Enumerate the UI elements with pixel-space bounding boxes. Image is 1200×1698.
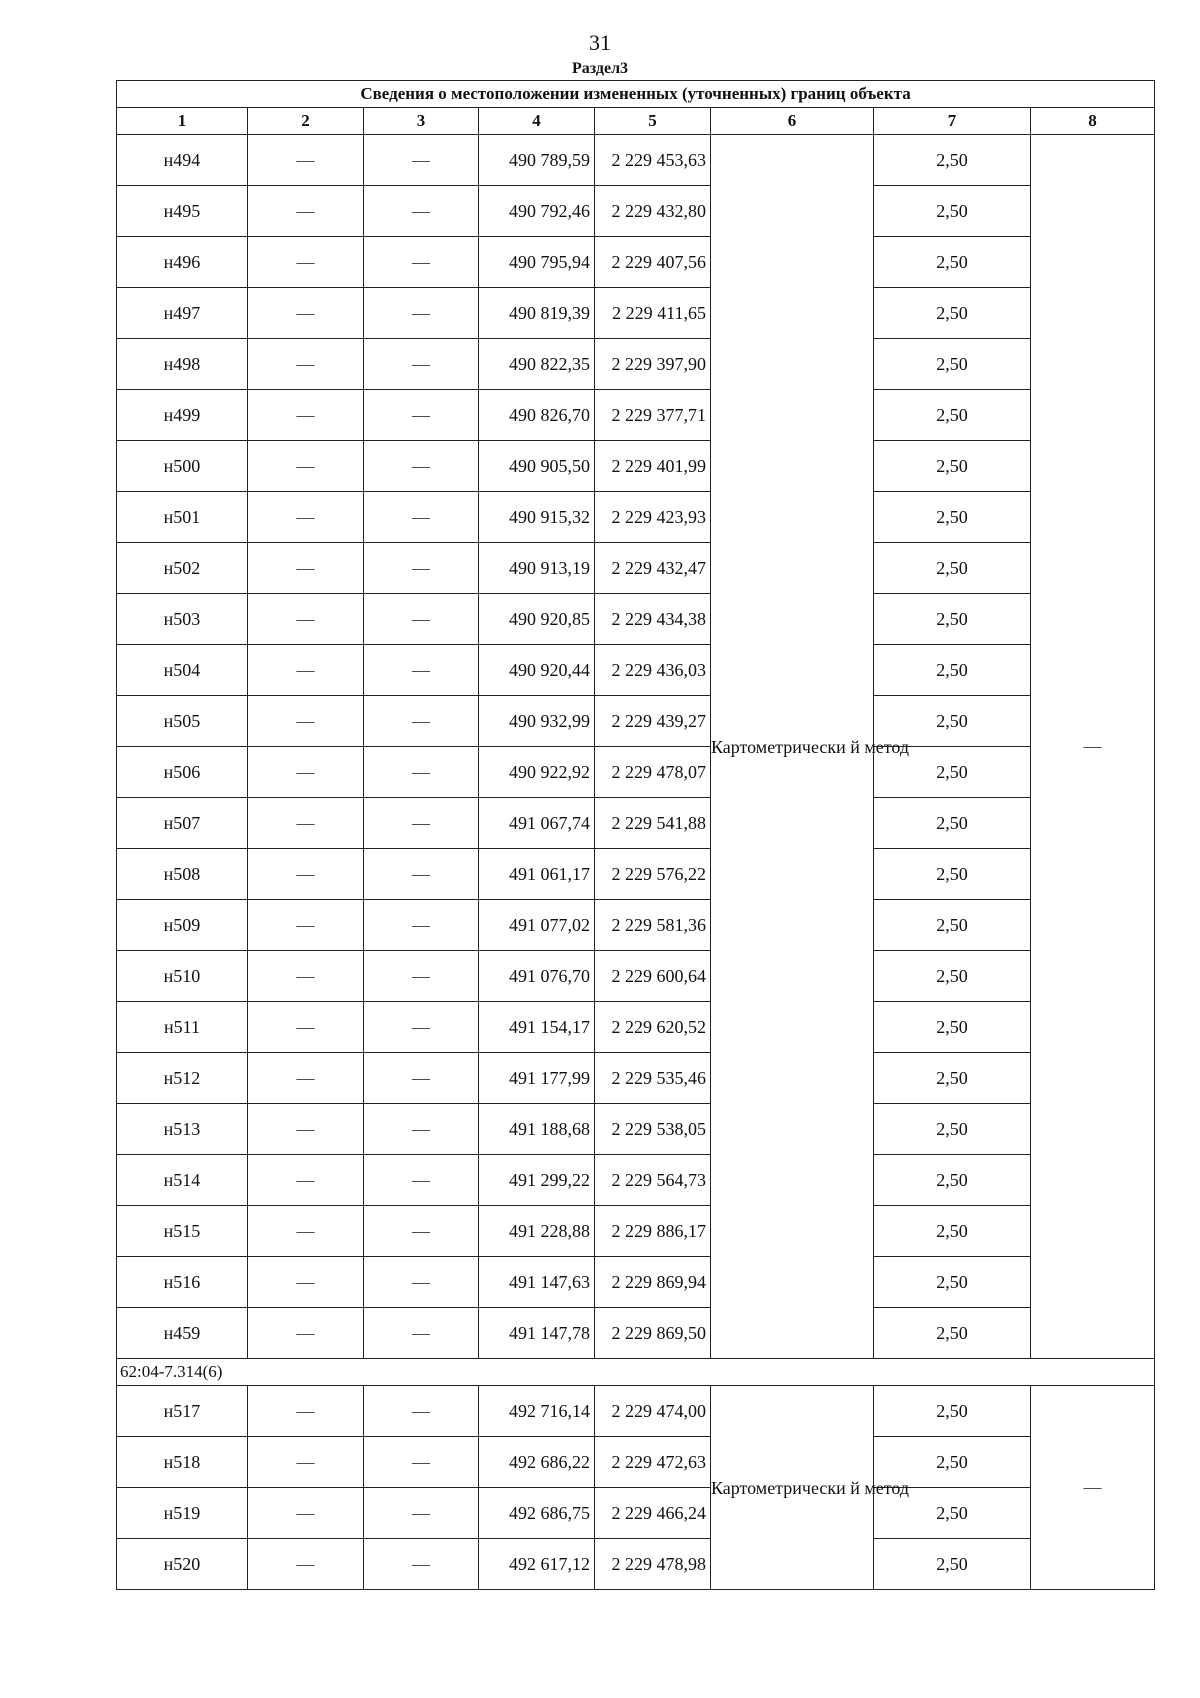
col2-cell: — — [248, 492, 364, 543]
column-header: 2 — [248, 108, 364, 135]
point-cell: н500 — [117, 441, 248, 492]
column-header-row — [117, 108, 1155, 135]
column-header: 7 — [874, 108, 1031, 135]
accuracy-cell: 2,50 — [874, 1386, 1031, 1437]
y-coordinate-cell: 2 229 401,99 — [595, 441, 711, 492]
point-cell: н506 — [117, 747, 248, 798]
accuracy-cell: 2,50 — [874, 1053, 1031, 1104]
accuracy-cell: 2,50 — [874, 1437, 1031, 1488]
col3-cell: — — [364, 237, 479, 288]
col3-cell: — — [364, 1539, 479, 1590]
y-coordinate-cell: 2 229 434,38 — [595, 594, 711, 645]
col3-cell: — — [364, 543, 479, 594]
x-coordinate-cell: 492 686,22 — [479, 1437, 595, 1488]
accuracy-cell: 2,50 — [874, 696, 1031, 747]
column-header: 5 — [595, 108, 711, 135]
y-coordinate-cell: 2 229 439,27 — [595, 696, 711, 747]
point-cell: н505 — [117, 696, 248, 747]
method-cell: Картометрически й метод — [711, 135, 874, 1359]
col3-cell: — — [364, 747, 479, 798]
x-coordinate-cell: 490 922,92 — [479, 747, 595, 798]
table-row — [117, 1206, 1155, 1257]
y-coordinate-cell: 2 229 535,46 — [595, 1053, 711, 1104]
x-coordinate-cell: 492 686,75 — [479, 1488, 595, 1539]
col2-cell: — — [248, 237, 364, 288]
col2-cell: — — [248, 543, 364, 594]
col3-cell: — — [364, 1053, 479, 1104]
y-coordinate-cell: 2 229 869,94 — [595, 1257, 711, 1308]
col3-cell: — — [364, 1308, 479, 1359]
table-row — [117, 288, 1155, 339]
col3-cell: — — [364, 798, 479, 849]
accuracy-cell: 2,50 — [874, 798, 1031, 849]
col3-cell: — — [364, 441, 479, 492]
table-row — [117, 1053, 1155, 1104]
y-coordinate-cell: 2 229 411,65 — [595, 288, 711, 339]
col8-cell: — — [1031, 1386, 1155, 1590]
col2-cell: — — [248, 1308, 364, 1359]
y-coordinate-cell: 2 229 478,98 — [595, 1539, 711, 1590]
col2-cell: — — [248, 1437, 364, 1488]
x-coordinate-cell: 491 299,22 — [479, 1155, 595, 1206]
col3-cell: — — [364, 186, 479, 237]
accuracy-cell: 2,50 — [874, 951, 1031, 1002]
col2-cell: — — [248, 186, 364, 237]
table-row — [117, 186, 1155, 237]
y-coordinate-cell: 2 229 407,56 — [595, 237, 711, 288]
point-cell: н519 — [117, 1488, 248, 1539]
table-row — [117, 441, 1155, 492]
point-cell: н499 — [117, 390, 248, 441]
table-row — [117, 747, 1155, 798]
col2-cell: — — [248, 594, 364, 645]
point-cell: н518 — [117, 1437, 248, 1488]
y-coordinate-cell: 2 229 377,71 — [595, 390, 711, 441]
col3-cell: — — [364, 1386, 479, 1437]
table-row — [117, 594, 1155, 645]
x-coordinate-cell: 491 077,02 — [479, 900, 595, 951]
accuracy-cell: 2,50 — [874, 1104, 1031, 1155]
x-coordinate-cell: 491 228,88 — [479, 1206, 595, 1257]
col2-cell: — — [248, 900, 364, 951]
accuracy-cell: 2,50 — [874, 645, 1031, 696]
col2-cell: — — [248, 1539, 364, 1590]
group-title: 62:04-7.314(6) — [117, 1359, 1155, 1386]
y-coordinate-cell: 2 229 474,00 — [595, 1386, 711, 1437]
x-coordinate-cell: 490 915,32 — [479, 492, 595, 543]
table-row — [117, 645, 1155, 696]
x-coordinate-cell: 490 789,59 — [479, 135, 595, 186]
col2-cell: — — [248, 849, 364, 900]
col2-cell: — — [248, 1257, 364, 1308]
accuracy-cell: 2,50 — [874, 543, 1031, 594]
table-row — [117, 849, 1155, 900]
point-cell: н498 — [117, 339, 248, 390]
y-coordinate-cell: 2 229 432,47 — [595, 543, 711, 594]
table-caption-row — [117, 81, 1155, 108]
x-coordinate-cell: 491 188,68 — [479, 1104, 595, 1155]
col2-cell: — — [248, 339, 364, 390]
table-row — [117, 135, 1155, 186]
x-coordinate-cell: 490 826,70 — [479, 390, 595, 441]
table-row — [117, 390, 1155, 441]
accuracy-cell: 2,50 — [874, 186, 1031, 237]
point-cell: н501 — [117, 492, 248, 543]
column-header: 3 — [364, 108, 479, 135]
accuracy-cell: 2,50 — [874, 441, 1031, 492]
table-row — [117, 339, 1155, 390]
col2-cell: — — [248, 1053, 364, 1104]
col3-cell: — — [364, 1155, 479, 1206]
x-coordinate-cell: 491 147,63 — [479, 1257, 595, 1308]
col2-cell: — — [248, 1386, 364, 1437]
y-coordinate-cell: 2 229 453,63 — [595, 135, 711, 186]
col2-cell: — — [248, 288, 364, 339]
group-title-row — [117, 1359, 1155, 1386]
y-coordinate-cell: 2 229 397,90 — [595, 339, 711, 390]
col3-cell: — — [364, 390, 479, 441]
col3-cell: — — [364, 951, 479, 1002]
table-row — [117, 1386, 1155, 1437]
y-coordinate-cell: 2 229 620,52 — [595, 1002, 711, 1053]
table-row — [117, 1308, 1155, 1359]
y-coordinate-cell: 2 229 564,73 — [595, 1155, 711, 1206]
col2-cell: — — [248, 390, 364, 441]
table-row — [117, 798, 1155, 849]
accuracy-cell: 2,50 — [874, 594, 1031, 645]
x-coordinate-cell: 492 617,12 — [479, 1539, 595, 1590]
accuracy-cell: 2,50 — [874, 492, 1031, 543]
table-row — [117, 1257, 1155, 1308]
x-coordinate-cell: 490 795,94 — [479, 237, 595, 288]
col3-cell: — — [364, 645, 479, 696]
table-row — [117, 1437, 1155, 1488]
col3-cell: — — [364, 1257, 479, 1308]
y-coordinate-cell: 2 229 576,22 — [595, 849, 711, 900]
accuracy-cell: 2,50 — [874, 1206, 1031, 1257]
x-coordinate-cell: 491 154,17 — [479, 1002, 595, 1053]
accuracy-cell: 2,50 — [874, 237, 1031, 288]
col2-cell: — — [248, 645, 364, 696]
table-row — [117, 1539, 1155, 1590]
col2-cell: — — [248, 1104, 364, 1155]
accuracy-cell: 2,50 — [874, 1488, 1031, 1539]
col2-cell: — — [248, 696, 364, 747]
y-coordinate-cell: 2 229 472,63 — [595, 1437, 711, 1488]
col3-cell: — — [364, 339, 479, 390]
col2-cell: — — [248, 1002, 364, 1053]
table-row — [117, 492, 1155, 543]
point-cell: н515 — [117, 1206, 248, 1257]
col2-cell: — — [248, 747, 364, 798]
point-cell: н509 — [117, 900, 248, 951]
column-header: 4 — [479, 108, 595, 135]
accuracy-cell: 2,50 — [874, 1002, 1031, 1053]
x-coordinate-cell: 491 076,70 — [479, 951, 595, 1002]
point-cell: н502 — [117, 543, 248, 594]
y-coordinate-cell: 2 229 423,93 — [595, 492, 711, 543]
y-coordinate-cell: 2 229 436,03 — [595, 645, 711, 696]
point-cell: н495 — [117, 186, 248, 237]
column-header: 8 — [1031, 108, 1155, 135]
col2-cell: — — [248, 1206, 364, 1257]
accuracy-cell: 2,50 — [874, 849, 1031, 900]
x-coordinate-cell: 490 932,99 — [479, 696, 595, 747]
y-coordinate-cell: 2 229 541,88 — [595, 798, 711, 849]
method-cell: Картометрически й метод — [711, 1386, 874, 1590]
col3-cell: — — [364, 1437, 479, 1488]
point-cell: н520 — [117, 1539, 248, 1590]
y-coordinate-cell: 2 229 869,50 — [595, 1308, 711, 1359]
table-row — [117, 543, 1155, 594]
page-number: 31 — [589, 30, 611, 55]
accuracy-cell: 2,50 — [874, 1155, 1031, 1206]
column-header: 6 — [711, 108, 874, 135]
point-cell: н497 — [117, 288, 248, 339]
point-cell: н517 — [117, 1386, 248, 1437]
accuracy-cell: 2,50 — [874, 1308, 1031, 1359]
col2-cell: — — [248, 135, 364, 186]
col2-cell: — — [248, 441, 364, 492]
point-cell: н513 — [117, 1104, 248, 1155]
point-cell: н508 — [117, 849, 248, 900]
col2-cell: — — [248, 951, 364, 1002]
col3-cell: — — [364, 1002, 479, 1053]
accuracy-cell: 2,50 — [874, 900, 1031, 951]
table-row — [117, 237, 1155, 288]
col2-cell: — — [248, 1155, 364, 1206]
col3-cell: — — [364, 492, 479, 543]
col3-cell: — — [364, 696, 479, 747]
col3-cell: — — [364, 288, 479, 339]
col3-cell: — — [364, 1104, 479, 1155]
accuracy-cell: 2,50 — [874, 1257, 1031, 1308]
col2-cell: — — [248, 1488, 364, 1539]
x-coordinate-cell: 491 061,17 — [479, 849, 595, 900]
x-coordinate-cell: 491 067,74 — [479, 798, 595, 849]
col3-cell: — — [364, 1206, 479, 1257]
y-coordinate-cell: 2 229 432,80 — [595, 186, 711, 237]
accuracy-cell: 2,50 — [874, 747, 1031, 798]
col2-cell: — — [248, 798, 364, 849]
col3-cell: — — [364, 594, 479, 645]
column-header: 1 — [117, 108, 248, 135]
x-coordinate-cell: 490 920,44 — [479, 645, 595, 696]
accuracy-cell: 2,50 — [874, 1539, 1031, 1590]
accuracy-cell: 2,50 — [874, 390, 1031, 441]
col3-cell: — — [364, 849, 479, 900]
table-row — [117, 1488, 1155, 1539]
point-cell: н510 — [117, 951, 248, 1002]
col8-cell: — — [1031, 135, 1155, 1359]
point-cell: н504 — [117, 645, 248, 696]
table-row — [117, 1104, 1155, 1155]
x-coordinate-cell: 490 905,50 — [479, 441, 595, 492]
accuracy-cell: 2,50 — [874, 288, 1031, 339]
x-coordinate-cell: 492 716,14 — [479, 1386, 595, 1437]
x-coordinate-cell: 491 177,99 — [479, 1053, 595, 1104]
point-cell: н511 — [117, 1002, 248, 1053]
y-coordinate-cell: 2 229 886,17 — [595, 1206, 711, 1257]
point-cell: н507 — [117, 798, 248, 849]
table-row — [117, 900, 1155, 951]
x-coordinate-cell: 490 792,46 — [479, 186, 595, 237]
table-row — [117, 696, 1155, 747]
table-row — [117, 1155, 1155, 1206]
y-coordinate-cell: 2 229 478,07 — [595, 747, 711, 798]
table-row — [117, 1002, 1155, 1053]
point-cell: н516 — [117, 1257, 248, 1308]
table-body — [117, 81, 1155, 1590]
x-coordinate-cell: 490 819,39 — [479, 288, 595, 339]
col3-cell: — — [364, 135, 479, 186]
point-cell: н496 — [117, 237, 248, 288]
x-coordinate-cell: 490 920,85 — [479, 594, 595, 645]
point-cell: н503 — [117, 594, 248, 645]
x-coordinate-cell: 490 822,35 — [479, 339, 595, 390]
table-caption: Сведения о местоположении измененных (уточненных) границ объекта — [117, 81, 1155, 108]
x-coordinate-cell: 491 147,78 — [479, 1308, 595, 1359]
point-cell: н494 — [117, 135, 248, 186]
accuracy-cell: 2,50 — [874, 135, 1031, 186]
y-coordinate-cell: 2 229 466,24 — [595, 1488, 711, 1539]
accuracy-cell: 2,50 — [874, 339, 1031, 390]
y-coordinate-cell: 2 229 600,64 — [595, 951, 711, 1002]
table-row — [117, 951, 1155, 1002]
col3-cell: — — [364, 900, 479, 951]
y-coordinate-cell: 2 229 581,36 — [595, 900, 711, 951]
point-cell: н512 — [117, 1053, 248, 1104]
y-coordinate-cell: 2 229 538,05 — [595, 1104, 711, 1155]
x-coordinate-cell: 490 913,19 — [479, 543, 595, 594]
point-cell: н459 — [117, 1308, 248, 1359]
point-cell: н514 — [117, 1155, 248, 1206]
col3-cell: — — [364, 1488, 479, 1539]
section-title: Раздел3 — [571, 60, 629, 77]
boundary-coordinates-table — [116, 80, 1155, 1590]
